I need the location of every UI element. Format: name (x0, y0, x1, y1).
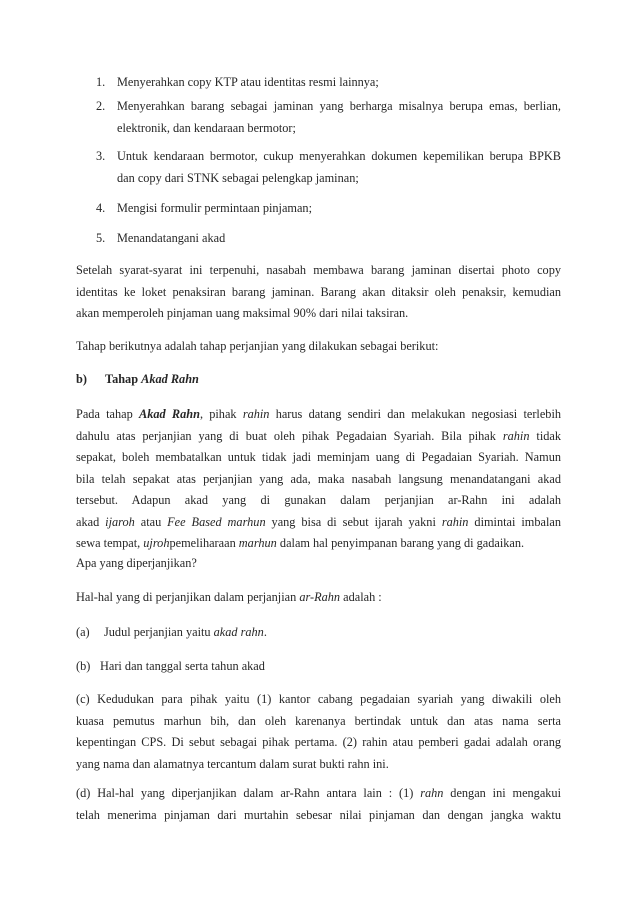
paragraph-line: Tahap berikutnya adalah tahap perjanjian yang dilakukan sebagai berikut: (76, 339, 439, 353)
list-text (117, 198, 561, 220)
paragraph (76, 260, 561, 325)
paragraph (76, 553, 561, 575)
list-text (117, 228, 561, 250)
heading-text-italic: Akad Rahn (141, 372, 199, 386)
agreement-item (76, 783, 561, 826)
list-line: Menandatangani akad (117, 231, 226, 245)
list-line: Menyerahkan barang sebagai jaminan yang berharga misalnya berupa emas, berlian, (117, 99, 561, 113)
paragraph-line: telah menerima pinjaman dari murtahin sebesar nilai pinjaman dan dengan jangka waktu (76, 807, 561, 822)
agreement-item (76, 622, 561, 644)
list-number: 2. (96, 99, 106, 113)
list-line: Menyerahkan copy KTP atau identitas resmi lainnya; (117, 75, 379, 89)
section-heading (76, 369, 561, 391)
heading-label: b) (76, 372, 87, 386)
paragraph-line: yang nama dan alamatnya tercantum dalam surat bukti rahn ini. (76, 756, 389, 771)
paragraph (76, 336, 561, 358)
paragraph-line: sewa tempat, ujrohpemeliharaan marhun dalam hal penyimpanan barang yang di gadaikan. (76, 536, 525, 550)
paragraph-line: bila telah sepakat atas perjanjian yang ada, maka nasabah langsung menandatangani akad (76, 471, 561, 486)
list-line: Mengisi formulir permintaan pinjaman; (117, 201, 312, 215)
heading-text: Tahap (105, 372, 142, 386)
paragraph-line: tersebut. Adapun akad yang di gunakan dalam perjanjian ar-Rahn ini adalah (76, 493, 561, 507)
paragraph-line: akad ijaroh atau Fee Based marhun yang bisa di sebut ijarah yakni rahin dimintai imbalan (76, 514, 561, 529)
list-number: 3. (96, 149, 106, 163)
paragraph-line: Pada tahap Akad Rahn, pihak rahin harus datang sendiri dan melakukan negosiasi terlebih (76, 407, 562, 421)
paragraph-line: kuasa pemutus marhun bih, dan oleh karenanya bertindak untuk dan atas nama serta (76, 713, 561, 728)
paragraph-line: (a) Judul perjanjian yaitu akad rahn. (76, 625, 267, 639)
list-number: 4. (96, 201, 106, 215)
paragraph (76, 404, 561, 555)
list-line: Untuk kendaraan bermotor, cukup menyerahkan dokumen kepemilikan berupa BPKB (117, 149, 561, 163)
paragraph-line: (b) Hari dan tanggal serta tahun akad (76, 659, 265, 673)
paragraph (76, 587, 561, 609)
paragraph-line: kepentingan CPS. Di sebut sebagai pihak pertama. (2) rahin atau pemberi gadai adalah orang (76, 735, 561, 749)
paragraph-line: Hal-hal yang di perjanjikan dalam perjanjian ar-Rahn adalah : (76, 590, 382, 604)
list-line: dan copy dari STNK sebagai pelengkap jaminan; (117, 170, 359, 185)
paragraph-line: Setelah syarat-syarat ini terpenuhi, nasabah membawa barang jaminan disertai photo copy (76, 263, 561, 277)
list-text (117, 96, 561, 139)
agreement-item (76, 656, 561, 678)
list-number: 5. (96, 231, 106, 245)
paragraph-line: dahulu atas perjanjian yang di buat oleh pihak Pegadaian Syariah. Bila pihak rahin tidak (76, 428, 561, 443)
paragraph-line: identitas ke loket penaksiran barang jaminan. Barang akan ditaksir oleh penaksir, kemudian (76, 284, 561, 299)
paragraph-line: akan memperoleh pinjaman uang maksimal 90% dari nilai taksiran. (76, 306, 409, 320)
agreement-item (76, 689, 561, 775)
list-number: 1. (96, 75, 106, 89)
paragraph-line: sepakat, boleh membatalkan untuk tidak jadi meminjam uang di Pegadaian Syariah. Namun (76, 450, 561, 464)
list-text (117, 72, 561, 94)
list-text (117, 146, 561, 189)
paragraph-line: (d) Hal-hal yang diperjanjikan dalam ar-Rahn antara lain : (1) rahn dengan ini mengakui (76, 786, 561, 800)
list-line: elektronik, dan kendaraan bermotor; (117, 120, 296, 135)
paragraph-line: (c) Kedudukan para pihak yaitu (1) kantor cabang pegadaian syariah yang diwakili oleh (76, 692, 561, 706)
paragraph-line: Apa yang diperjanjikan? (76, 556, 197, 570)
